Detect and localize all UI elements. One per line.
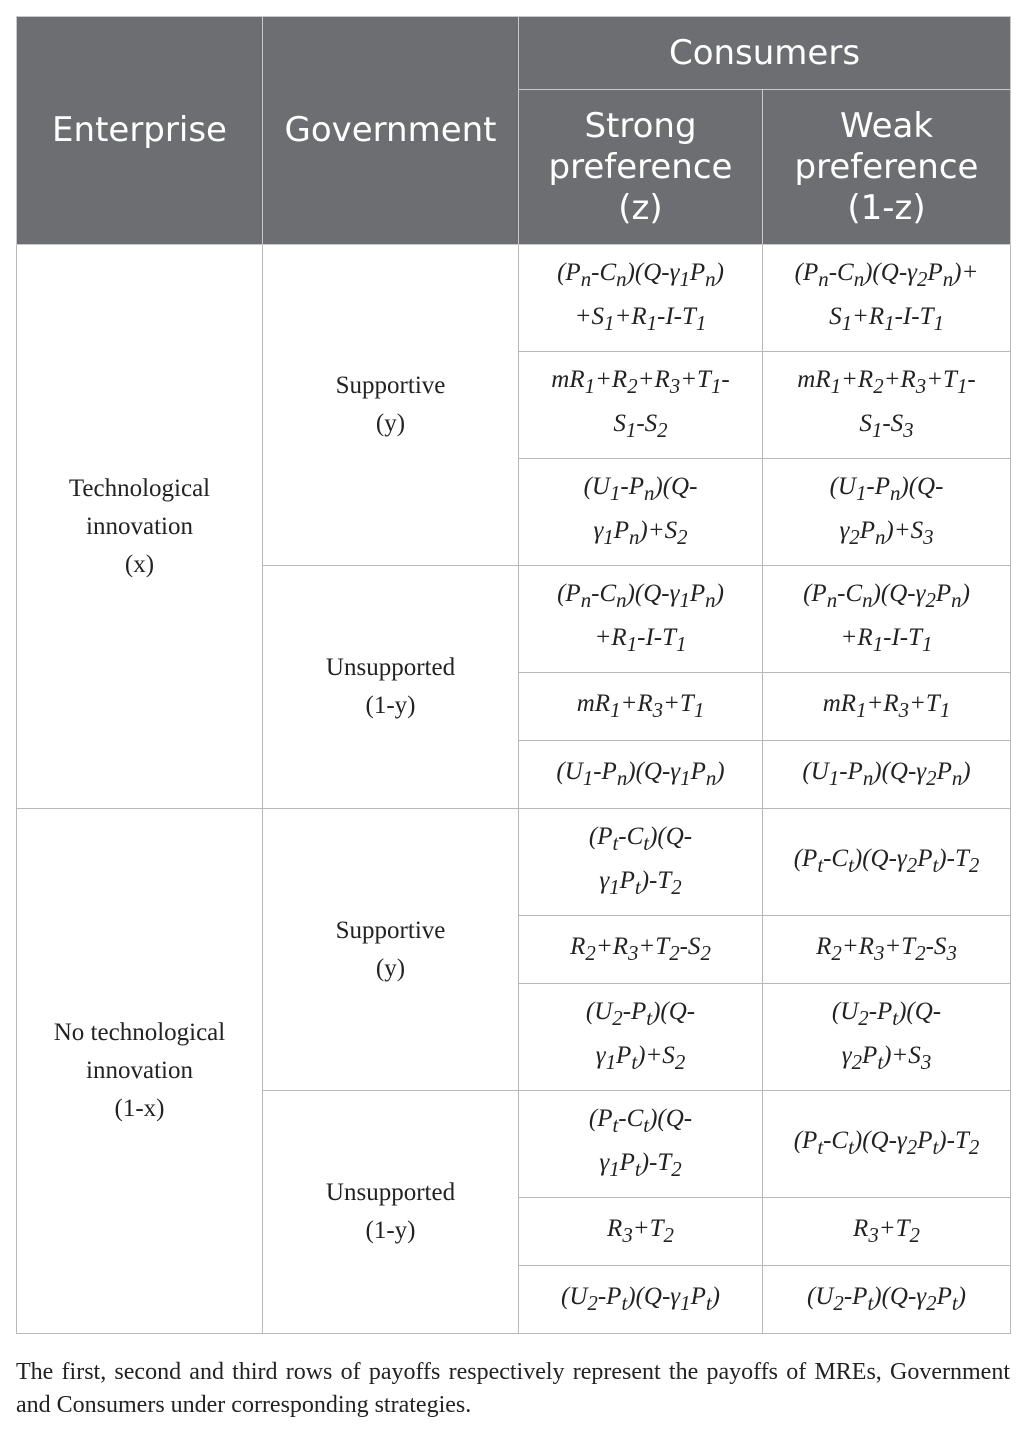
enterprise-no-technological-innovation — [17, 809, 263, 1334]
government-unsupported — [263, 1091, 519, 1334]
strong-preference-line: Strong — [584, 105, 697, 146]
government-supportive — [263, 245, 519, 566]
payoff-cell: $(P_n-C_n)(Q-\gamma_1P_n)$ $+S_1+R_1-I-T_1$ — [519, 245, 763, 352]
payoff-cell: $(P_n-C_n)(Q-\gamma_1P_n)$ $+R_1-I-T_1$ — [519, 566, 763, 673]
payoff-cell: $(U_1-P_n)(Q-\gamma_2P_n)$ — [763, 741, 1011, 809]
table-footnote: The first, second and third rows of payoffs respectively represent the payoffs of MREs, Government and Consumers under corresponding strategies. — [16, 1359, 1010, 1418]
payoff-cell: $(P_n-C_n)(Q-\gamma_2P_n)$ $+R_1-I-T_1$ — [763, 566, 1011, 673]
payoff-cell: $(U_2-P_t)(Q-$ $\gamma_1P_t)+S_2$ — [519, 984, 763, 1091]
payoff-cell: $(P_t-C_t)(Q-\gamma_2P_t)-T_2$ — [763, 809, 1011, 916]
payoff-matrix-table — [16, 16, 1011, 1334]
government-unsupported — [263, 566, 519, 809]
payoff-cell: $mR_1+R_2+R_3+T_1-$ $S_1-S_2$ — [519, 352, 763, 459]
payoff-cell: $(P_t-C_t)(Q-\gamma_2P_t)-T_2$ — [763, 1091, 1011, 1198]
enterprise-technological-innovation — [17, 245, 263, 809]
payoff-cell: $(P_t-C_t)(Q-$ $\gamma_1P_t)-T_2$ — [519, 1091, 763, 1198]
enterprise-label-line: innovation — [86, 1057, 193, 1084]
enterprise-label-line: innovation — [86, 512, 193, 540]
weak-preference-line: preference — [794, 146, 979, 187]
government-label-line: (y) — [375, 410, 406, 437]
weak-preference-header — [763, 90, 1011, 245]
consumers-header: Consumers — [519, 17, 1011, 90]
payoff-cell: $(P_n-C_n)(Q-\gamma_2P_n)+$ $S_1+R_1-I-T_1$ — [763, 245, 1011, 352]
payoff-cell: $R_3+T_2$ — [763, 1198, 1011, 1266]
payoff-cell: $(U_2-P_t)(Q-$ $\gamma_2P_t)+S_3$ — [763, 984, 1011, 1091]
payoff-cell: $mR_1+R_3+T_1$ — [763, 673, 1011, 741]
payoff-cell: $(U_1-P_n)(Q-\gamma_1P_n)$ — [519, 741, 763, 809]
enterprise-label-line: (1-x) — [114, 1095, 165, 1122]
payoff-cell: $(P_t-C_t)(Q-$ $\gamma_1P_t)-T_2$ — [519, 809, 763, 916]
government-label-line: Unsupported — [325, 1179, 456, 1206]
government-label-line: (1-y) — [365, 1217, 416, 1244]
weak-preference-line: (1-z) — [847, 187, 926, 228]
government-label-line: (1-y) — [365, 692, 416, 719]
government-label-line: Supportive — [335, 372, 446, 399]
payoff-cell: $mR_1+R_3+T_1$ — [519, 673, 763, 741]
payoff-cell: $R_2+R_3+T_2-S_3$ — [763, 916, 1011, 984]
strong-preference-line: preference — [548, 146, 733, 187]
government-label-line: Unsupported — [325, 654, 456, 681]
payoff-cell: $(U_2-P_t)(Q-\gamma_1P_t)$ — [519, 1266, 763, 1334]
enterprise-header: Enterprise — [17, 17, 263, 245]
payoff-cell: $(U_2-P_t)(Q-\gamma_2P_t)$ — [763, 1266, 1011, 1334]
enterprise-label-line: No technological — [53, 1019, 226, 1046]
payoff-cell: $R_3+T_2$ — [519, 1198, 763, 1266]
payoff-cell: $(U_1-P_n)(Q-$ $\gamma_2P_n)+S_3$ — [763, 459, 1011, 566]
enterprise-label-line: Technological — [68, 474, 211, 502]
strong-preference-header — [519, 90, 763, 245]
government-label-line: Supportive — [335, 916, 446, 944]
payoff-table-container — [16, 16, 1010, 1334]
government-supportive — [263, 809, 519, 1091]
enterprise-label-line: (x) — [124, 550, 155, 578]
payoff-cell: $R_2+R_3+T_2-S_2$ — [519, 916, 763, 984]
government-label-line: (y) — [375, 954, 406, 982]
payoff-cell: $mR_1+R_2+R_3+T_1-$ $S_1-S_3$ — [763, 352, 1011, 459]
payoff-cell: $(U_1-P_n)(Q-$ $\gamma_1P_n)+S_2$ — [519, 459, 763, 566]
weak-preference-line: Weak — [839, 105, 934, 146]
government-header: Government — [263, 17, 519, 245]
strong-preference-line: (z) — [618, 187, 663, 228]
